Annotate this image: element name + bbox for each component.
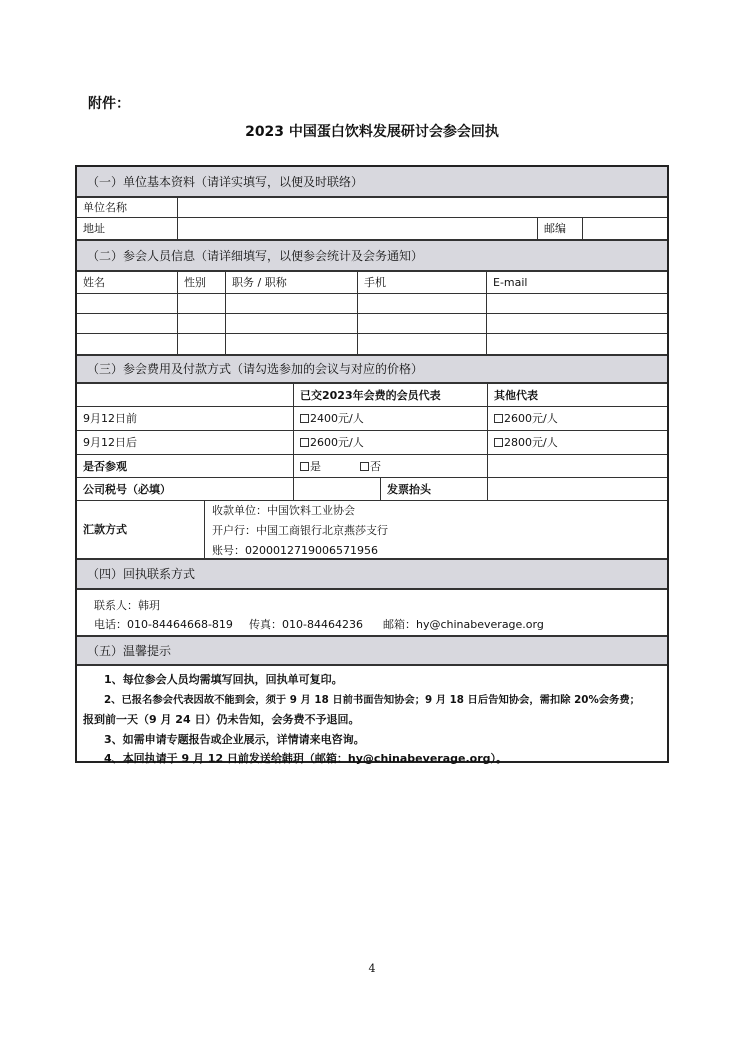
checkbox-icon bbox=[300, 414, 309, 423]
late-label: 9月12日后 bbox=[83, 436, 137, 449]
divider bbox=[357, 272, 358, 354]
registration-form bbox=[75, 165, 669, 763]
postcode-label: 邮编 bbox=[544, 222, 566, 235]
member-rate-header: 已交2023年会费的会员代表 bbox=[300, 388, 441, 402]
visit-no-label: 否 bbox=[370, 459, 381, 473]
other-rate-header: 其他代表 bbox=[494, 388, 538, 402]
divider bbox=[77, 664, 667, 666]
attendee-row[interactable] bbox=[77, 314, 667, 333]
late-other-option[interactable] bbox=[488, 431, 667, 454]
checkbox-icon bbox=[300, 462, 309, 471]
visit-yes-label: 是 bbox=[310, 459, 321, 473]
invoice-title-field[interactable] bbox=[488, 478, 667, 500]
section3-header: （三）参会费用及付款方式（请勾选参加的会议与对应的价格） bbox=[77, 356, 667, 382]
contact-fax: 传真：010-84464236 bbox=[249, 618, 363, 631]
section5-header: （五）温馨提示 bbox=[77, 637, 667, 664]
divider bbox=[177, 198, 178, 239]
section4-header: （四）回执联系方式 bbox=[77, 560, 667, 588]
divider bbox=[487, 384, 488, 500]
address-field[interactable] bbox=[178, 218, 537, 239]
visit-no-option[interactable] bbox=[354, 455, 414, 477]
attendee-row[interactable] bbox=[77, 294, 667, 313]
col-title: 职务 / 职称 bbox=[232, 276, 287, 289]
divider bbox=[77, 588, 667, 590]
tip-4: 4、本回执请于 9 月 12 日前发送给韩玥（邮箱：hy@chinabeverage.org）。 bbox=[104, 752, 507, 765]
attendee-row[interactable] bbox=[77, 334, 667, 353]
late-member-price: 2600元/人 bbox=[310, 436, 364, 449]
early-member-price: 2400元/人 bbox=[310, 412, 364, 425]
invoice-title-label: 发票抬头 bbox=[387, 482, 431, 496]
checkbox-icon bbox=[360, 462, 369, 471]
checkbox-icon bbox=[494, 438, 503, 447]
section2-header: （二）参会人员信息（请详细填写，以便参会统计及会务通知） bbox=[77, 241, 667, 270]
divider bbox=[177, 272, 178, 354]
contact-phone: 电话：010-84464668-819 bbox=[94, 618, 233, 631]
early-other-price: 2600元/人 bbox=[504, 412, 558, 425]
early-label: 9月12日前 bbox=[83, 412, 137, 425]
divider bbox=[537, 218, 538, 239]
unit-name-field[interactable] bbox=[178, 198, 667, 217]
tip-2: 2、已报名参会代表因故不能到会，须于 9 月 18 日前书面告知协会；9 月 18 日后告知协会，需扣除 20%会务费； bbox=[104, 694, 640, 706]
late-other-price: 2800元/人 bbox=[504, 436, 558, 449]
divider bbox=[225, 272, 226, 354]
section1-header: （一）单位基本资料（请详实填写，以便及时联络） bbox=[77, 167, 667, 196]
postcode-field[interactable] bbox=[583, 218, 667, 239]
unit-name-label: 单位名称 bbox=[83, 201, 127, 214]
early-member-option[interactable] bbox=[294, 407, 487, 430]
divider bbox=[582, 218, 583, 239]
divider bbox=[293, 384, 294, 500]
early-other-option[interactable] bbox=[488, 407, 667, 430]
col-name: 姓名 bbox=[83, 276, 105, 289]
tip-1: 1、每位参会人员均需填写回执，回执单可复印。 bbox=[104, 673, 343, 686]
col-mobile: 手机 bbox=[364, 276, 386, 289]
attachment-label: 附件： bbox=[88, 96, 130, 112]
divider bbox=[380, 478, 381, 500]
page-title: 2023 中国蛋白饮料发展研讨会参会回执 bbox=[245, 124, 499, 140]
late-member-option[interactable] bbox=[294, 431, 487, 454]
visit-label: 是否参观 bbox=[83, 459, 127, 473]
page-number: 4 bbox=[368, 962, 376, 975]
tip-2-continued: 报到前一天（9 月 24 日）仍未告知，会务费不予退回。 bbox=[83, 713, 360, 726]
address-label: 地址 bbox=[83, 222, 105, 235]
checkbox-icon bbox=[494, 414, 503, 423]
visit-yes-option[interactable] bbox=[294, 455, 354, 477]
divider bbox=[204, 501, 205, 558]
bank-text: 开户行：中国工商银行北京燕莎支行 bbox=[212, 524, 388, 537]
contact-person: 联系人：韩玥 bbox=[94, 599, 160, 612]
tax-id-label: 公司税号（必填） bbox=[83, 482, 171, 496]
tax-id-field[interactable] bbox=[294, 478, 380, 500]
divider bbox=[486, 272, 487, 354]
col-email: E-mail bbox=[493, 276, 528, 289]
payee-text: 收款单位：中国饮料工业协会 bbox=[212, 504, 355, 517]
contact-email: 邮箱：hy@chinabeverage.org bbox=[383, 618, 544, 631]
tip-3: 3、如需申请专题报告或企业展示，详情请来电咨询。 bbox=[104, 733, 365, 746]
remit-label: 汇款方式 bbox=[83, 523, 127, 536]
account-text: 账号：0200012719006571956 bbox=[212, 544, 378, 557]
checkbox-icon bbox=[300, 438, 309, 447]
col-gender: 性别 bbox=[184, 276, 206, 289]
